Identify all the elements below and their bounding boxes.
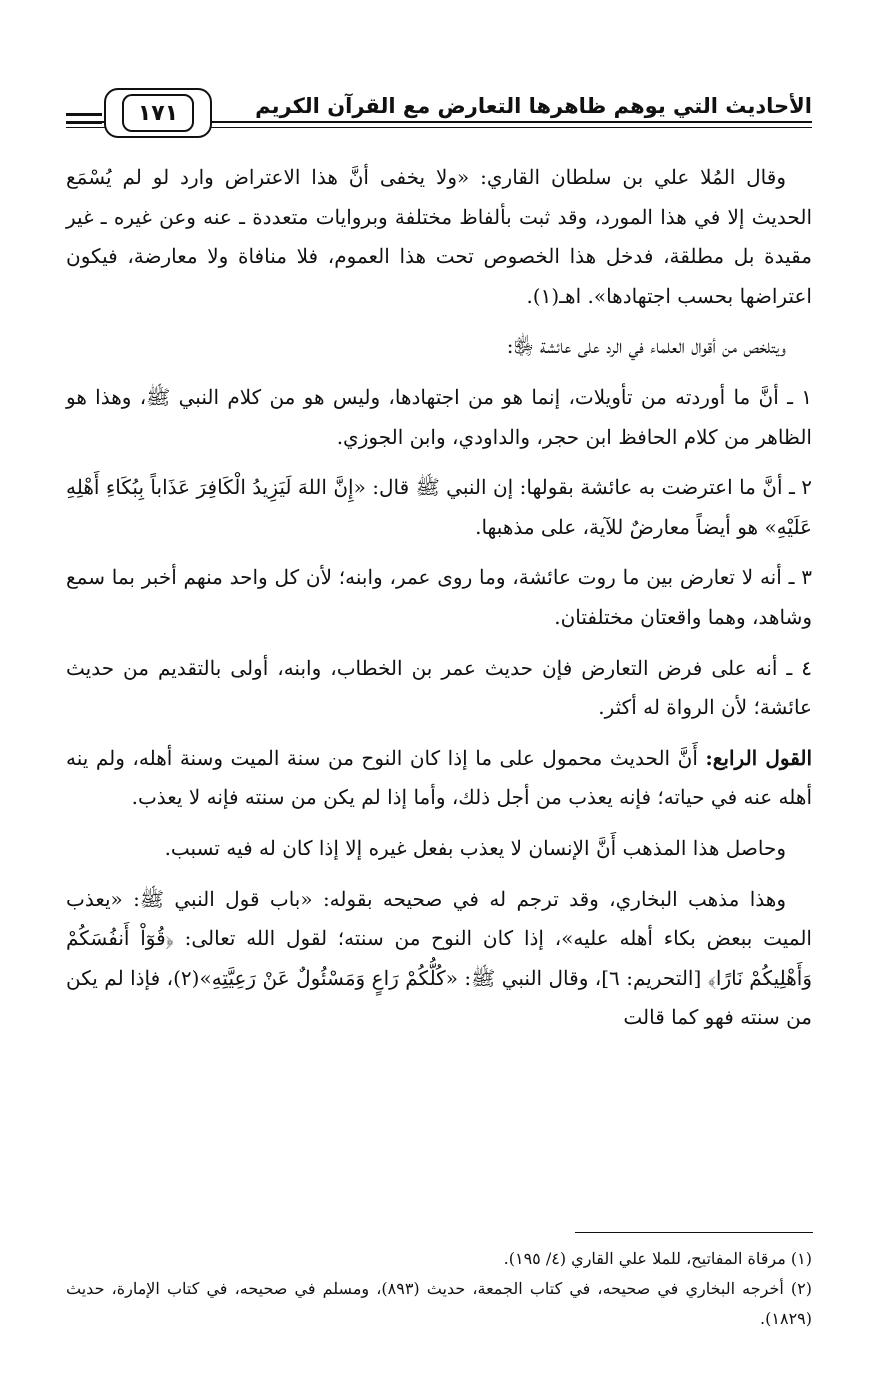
footnote: (١) مرقاة المفاتيح، للملا علي القاري (٤/ ١٩٥). xyxy=(503,1249,812,1268)
paragraph: ويتلخص من أقوال العلماء في الرد على عائشة ﵂: xyxy=(506,334,786,359)
footnote: (٢) أخرجه البخاري في صحيحه، في كتاب الجمعة، حديث (٨٩٣)، ومسلم في صحيحه، في كتاب الإمارة، حديث (١٨٢٩). xyxy=(66,1279,812,1328)
paragraph: وهذا مذهب البخاري، وقد ترجم له في صحيحه بقوله: «باب قول النبي ﷺ: «يعذب الميت ببعض بكاء أهله عليه»، إذا كان النوح من سنته؛ لقول الله تعالى: ﴿قُوٓاْ أَنفُسَكُمْ وَأَهْلِيكُمْ نَارًا﴾ [التحريم: ٦]، وقال النبي ﷺ: «كُلُّكُمْ رَاعٍ وَمَسْئُولٌ عَنْ رَعِيَّتِهِ»(٢)، فإذا لم يكن من سنته فهو كما قالت xyxy=(66,886,812,1030)
qawl-label: القول الرابع: xyxy=(705,745,812,770)
page-number: ١٧١ xyxy=(122,94,194,132)
header-decoration xyxy=(66,113,102,129)
running-title: الأحاديث التي يوهم ظاهرها التعارض مع القرآن الكريم xyxy=(255,94,812,118)
paragraph-text: أَنَّ الحديث محمول على ما إذا كان النوح من سنة الميت وسنة أهله، ولم ينه أهله عنه في حياته؛ فإنه يعذب من أجل ذلك، وأما إذا لم يكن من سنته فإنه لا يعذب. xyxy=(66,745,812,810)
main-text xyxy=(66,158,812,1038)
footnotes xyxy=(66,1244,812,1334)
paragraph: وقال المُلا علي بن سلطان القاري: «ولا يخفى أنَّ هذا الاعتراض وارد لو لم يُسْمَع الحديث إلا في هذا المورد، وقد ثبت بألفاظ مختلفة وبروايات متعددة ـ عنه وعن غيره ـ غير مقيدة بل مطلقة، فدخل هذا الخصوص تحت هذا العموم، فلا منافاة ولا معارضة، فيكون اعتراضها بحسب اجتهادها». اهـ(١). xyxy=(66,165,812,308)
list-item: ٢ ـ أنَّ ما اعترضت به عائشة بقولها: إن النبي ﷺ قال: «إِنَّ اللهَ لَيَزِيدُ الْكَافِرَ عَذَاباً بِبُكَاءِ أَهْلِهِ عَلَيْهِ» هو أيضاً معارضٌ للآية، على مذهبها. xyxy=(66,475,812,539)
book-page xyxy=(66,88,812,1049)
page-header xyxy=(66,88,812,146)
list-item: ٤ ـ أنه على فرض التعارض فإن حديث عمر بن الخطاب، وابنه، أولى بالتقديم من حديث عائشة؛ لأن الرواة له أكثر. xyxy=(66,655,812,720)
page-number-frame xyxy=(104,88,212,138)
footnote-rule xyxy=(575,1232,813,1233)
list-item: ١ ـ أنَّ ما أوردته من تأويلات، إنما هو من اجتهادها، وليس هو من كلام النبي ﷺ، وهذا هو الظاهر من كلام الحافظ ابن حجر، والداودي، وابن الجوزي. xyxy=(66,384,812,449)
paragraph xyxy=(66,739,812,818)
list-item: ٣ ـ أنه لا تعارض بين ما روت عائشة، وما روى عمر، وابنه؛ لأن كل واحد منهم أخبر بما سمع وشاهد، وهما واقعتان مختلفتان. xyxy=(66,565,812,629)
paragraph: وحاصل هذا المذهب أَنَّ الإنسان لا يعذب بفعل غيره إلا إذا كان له فيه تسبب. xyxy=(164,835,786,860)
